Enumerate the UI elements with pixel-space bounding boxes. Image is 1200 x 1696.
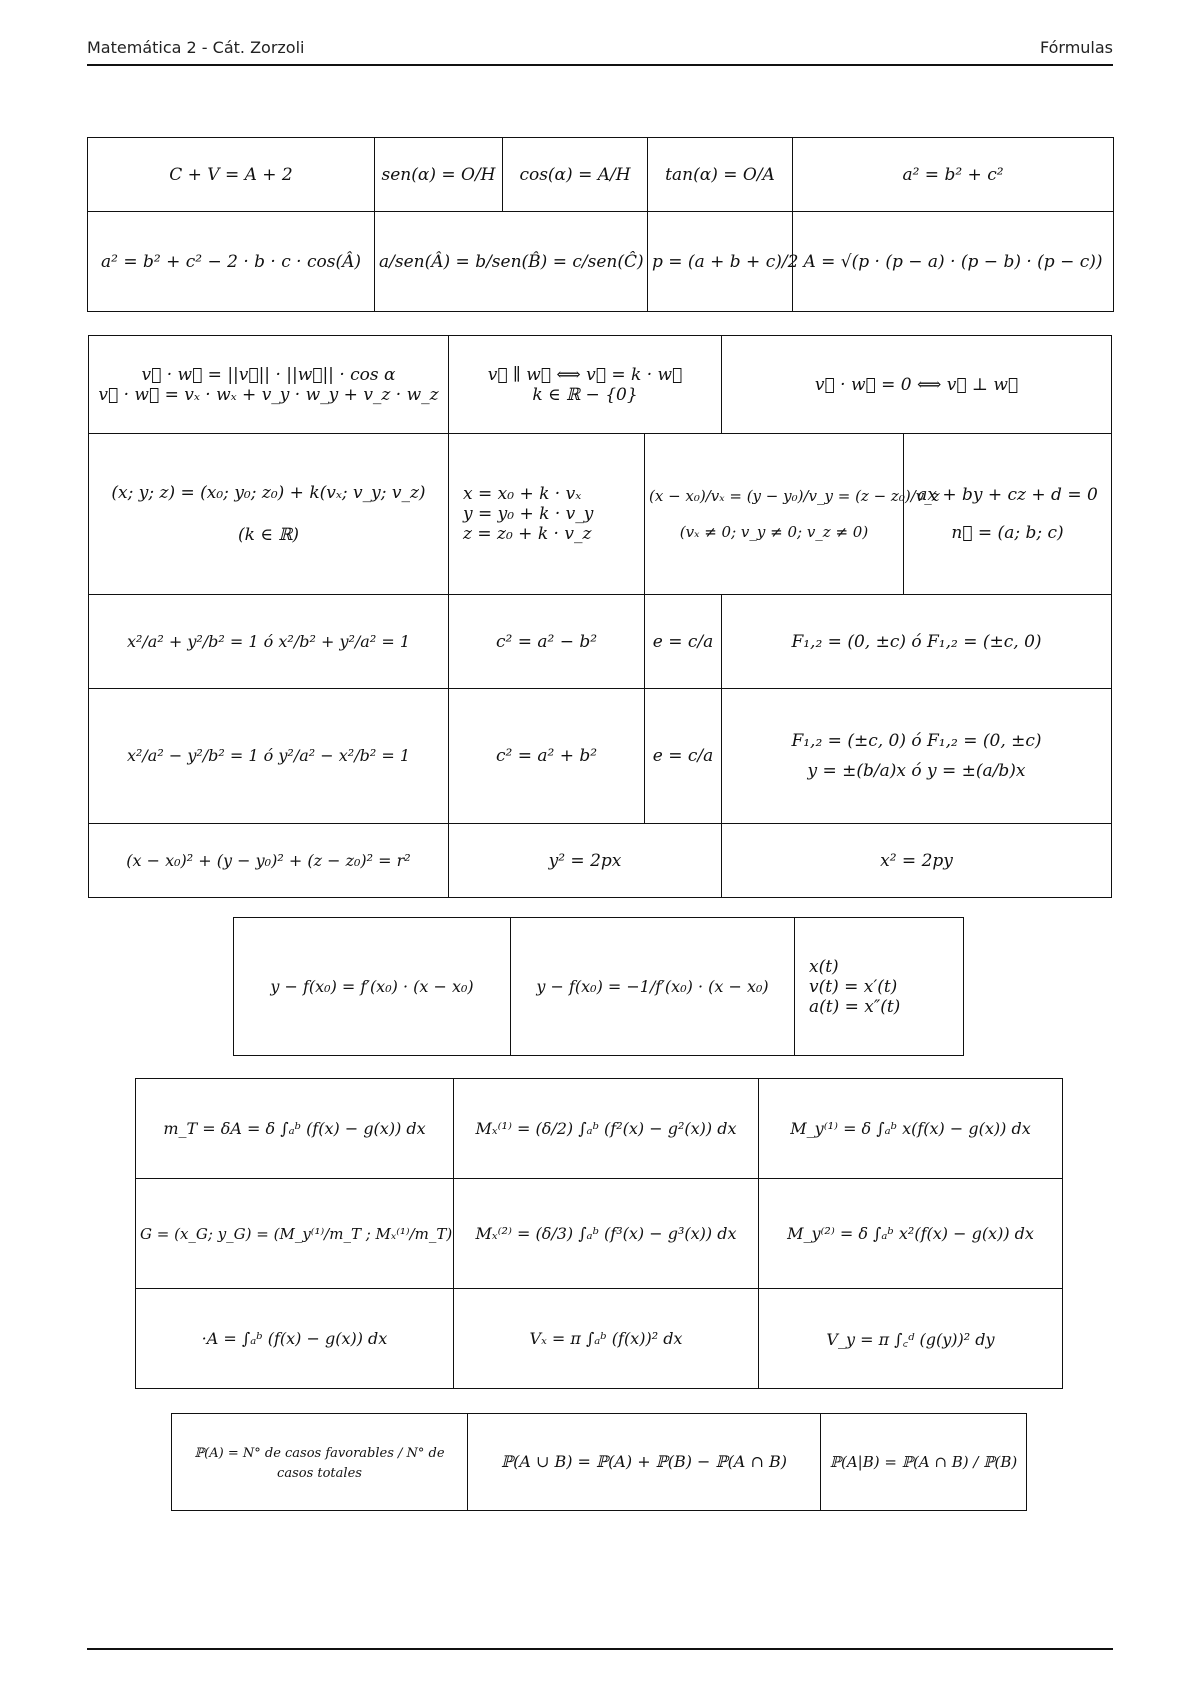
formula-cell: [759, 1179, 1063, 1289]
footer-rule: [87, 1648, 1113, 1650]
formula-cell: [793, 212, 1114, 312]
symmetric-equation: (x − x₀)/vₓ = (y − y₀)/v_y = (z − z₀)/v_z: [649, 487, 940, 505]
centroid-formula: G = (x_G; y_G) = (M_y⁽¹⁾/m_T ; Mₓ⁽¹⁾/m_T): [140, 1224, 453, 1243]
hyperbola-foci: F₁,₂ = (±c, 0) ó F₁,₂ = (0, ±c): [791, 731, 1042, 751]
formula-cell: [234, 918, 511, 1056]
formula-cell: [648, 212, 799, 312]
formula-cell: [89, 434, 449, 595]
sine-ratio: sen(α) = O/H: [381, 164, 496, 185]
parabola-x: y² = 2px: [548, 850, 622, 871]
formula-cell: [88, 212, 375, 312]
ellipse-c: c² = a² − b²: [495, 631, 598, 652]
formula-cell: [645, 595, 722, 689]
pythagoras-formula: a² = b² + c²: [902, 164, 1004, 185]
volume-y: V_y = π ∫꜀ᵈ (g(y))² dy: [826, 1329, 995, 1349]
formula-cell: [793, 138, 1114, 212]
param-y: y = y₀ + k · v_y: [463, 504, 594, 524]
formula-cell: [89, 336, 449, 434]
conditional-probability: ℙ(A|B) = ℙ(A ∩ B) / ℙ(B): [829, 1453, 1018, 1471]
sphere-equation: (x − x₀)² + (y − y₀)² + (z − z₀)² = r²: [126, 850, 411, 870]
formula-cell: [449, 336, 722, 434]
acceleration-function: a(t) = x″(t): [809, 996, 901, 1017]
formula-cell: [795, 918, 964, 1056]
hyperbola-asymptotes: y = ±(b/a)x ó y = ±(a/b)x: [807, 761, 1026, 781]
cosine-law: a² = b² + c² − 2 · b · c · cos(Â): [100, 251, 361, 272]
formula-cell: [89, 689, 449, 824]
tangent-ratio: tan(α) = O/A: [665, 164, 775, 185]
formula-cell: [449, 434, 645, 595]
tangent-line: y − f(x₀) = f′(x₀) · (x − x₀): [270, 976, 474, 996]
formula-cell: [904, 434, 1112, 595]
formula-cell: [454, 1079, 759, 1179]
hyperbola-eccentricity: e = c/a: [652, 746, 714, 766]
hyperbola-equation: x²/a² − y²/b² = 1 ó y²/a² − x²/b² = 1: [126, 746, 411, 765]
header-rule: [87, 64, 1113, 66]
ellipse-eccentricity: e = c/a: [652, 631, 714, 652]
header-title: Matemática 2 - Cát. Zorzoli: [87, 38, 305, 57]
moment-y-1: M_y⁽¹⁾ = δ ∫ₐᵇ x(f(x) − g(x)) dx: [790, 1118, 1031, 1138]
union-probability: ℙ(A ∪ B) = ℙ(A) + ℙ(B) − ℙ(A ∩ B): [501, 1452, 787, 1471]
normal-line: y − f(x₀) = −1/f′(x₀) · (x − x₀): [536, 976, 769, 996]
dot-product-components: v⃗ · w⃗ = vₓ · wₓ + v_y · w_y + v_z · w_z: [98, 384, 439, 405]
moment-x-1: Mₓ⁽¹⁾ = (δ/2) ∫ₐᵇ (f²(x) − g²(x)) dx: [475, 1118, 737, 1138]
formula-cell: [89, 824, 449, 898]
sine-law: a/sen(Â) = b/sen(B̂) = c/sen(Ĉ): [379, 251, 644, 272]
formula-cell: [449, 824, 722, 898]
formula-cell: [722, 336, 1112, 434]
mass-formula: m_T = δA = δ ∫ₐᵇ (f(x) − g(x)) dx: [163, 1118, 426, 1138]
formula-cell: [454, 1289, 759, 1389]
param-x: x = x₀ + k · vₓ: [463, 484, 582, 504]
formula-cell: [375, 138, 503, 212]
formula-cell: [449, 595, 645, 689]
formula-cell: [136, 1289, 454, 1389]
parallel-condition: v⃗ ∥ w⃗ ⟺ v⃗ = k · w⃗: [487, 364, 683, 385]
velocity-function: v(t) = x′(t): [809, 976, 898, 997]
parallel-k-domain: k ∈ ℝ − {0}: [532, 384, 638, 405]
probability-table: [171, 1413, 1027, 1511]
moment-x-2: Mₓ⁽²⁾ = (δ/3) ∫ₐᵇ (f³(x) − g³(x)) dx: [475, 1223, 737, 1243]
formula-cell: [821, 1414, 1027, 1511]
formula-cell: [722, 689, 1112, 824]
line-vector-equation: (x; y; z) = (x₀; y₀; z₀) + k(vₓ; v_y; v_z): [111, 483, 426, 503]
position-function: x(t): [809, 956, 839, 977]
formula-cell: [759, 1079, 1063, 1179]
perpendicular-condition: v⃗ · w⃗ = 0 ⟺ v⃗ ⊥ w⃗: [814, 374, 1019, 395]
normal-vector: n⃗ = (a; b; c): [951, 523, 1064, 543]
dot-product-def: v⃗ · w⃗ = ||v⃗|| · ||w⃗|| · cos α: [141, 364, 396, 385]
cosine-ratio: cos(α) = A/H: [519, 164, 631, 185]
formula-cell: [648, 138, 793, 212]
formula-cell: [375, 212, 648, 312]
formula-cell: [503, 138, 648, 212]
formula-cell: [645, 434, 940, 595]
geometry-table: [87, 137, 1114, 312]
formula-cell: [645, 689, 722, 824]
plane-equation: ax + by + cz + d = 0: [917, 485, 1098, 505]
heron-formula: A = √(p · (p − a) · (p − b) · (p − c)): [803, 251, 1103, 272]
param-z: z = z₀ + k · v_z: [463, 524, 592, 544]
formula-cell: [136, 1079, 454, 1179]
header-section: Fórmulas: [1039, 38, 1113, 57]
vectors-table: [88, 335, 1112, 898]
formula-cell: [449, 689, 645, 824]
derivatives-table: [233, 917, 964, 1056]
formula-cell: [136, 1179, 454, 1289]
area-formula: ·A = ∫ₐᵇ (f(x) − g(x)) dx: [201, 1328, 388, 1348]
integrals-table: [135, 1078, 1063, 1389]
ellipse-foci: F₁,₂ = (0, ±c) ó F₁,₂ = (±c, 0): [791, 631, 1042, 652]
line-vector-condition: (k ∈ ℝ): [237, 525, 300, 545]
formula-cell: [454, 1179, 759, 1289]
formula-cell: [172, 1414, 468, 1511]
formula-cell: [511, 918, 795, 1056]
symmetric-condition: (vₓ ≠ 0; v_y ≠ 0; v_z ≠ 0): [679, 523, 869, 541]
laplace-probability: ℙ(A) = N° de casos favorables / N° de casos totales: [194, 1446, 445, 1481]
moment-y-2: M_y⁽²⁾ = δ ∫ₐᵇ x²(f(x) − g(x)) dx: [787, 1223, 1034, 1243]
euler-formula: C + V = A + 2: [169, 164, 293, 185]
hyperbola-c: c² = a² + b²: [495, 746, 598, 766]
ellipse-equation: x²/a² + y²/b² = 1 ó x²/b² + y²/a² = 1: [126, 631, 411, 651]
formula-cell: [722, 595, 1112, 689]
volume-x: Vₓ = π ∫ₐᵇ (f(x))² dx: [529, 1328, 683, 1348]
parabola-y: x² = 2py: [880, 850, 953, 871]
formula-cell: [88, 138, 375, 212]
formula-cell: [468, 1414, 821, 1511]
formula-cell: [759, 1289, 1063, 1389]
formula-cell: [89, 595, 449, 689]
formula-cell: [722, 824, 1112, 898]
semiperimeter-formula: p = (a + b + c)/2: [652, 251, 799, 272]
